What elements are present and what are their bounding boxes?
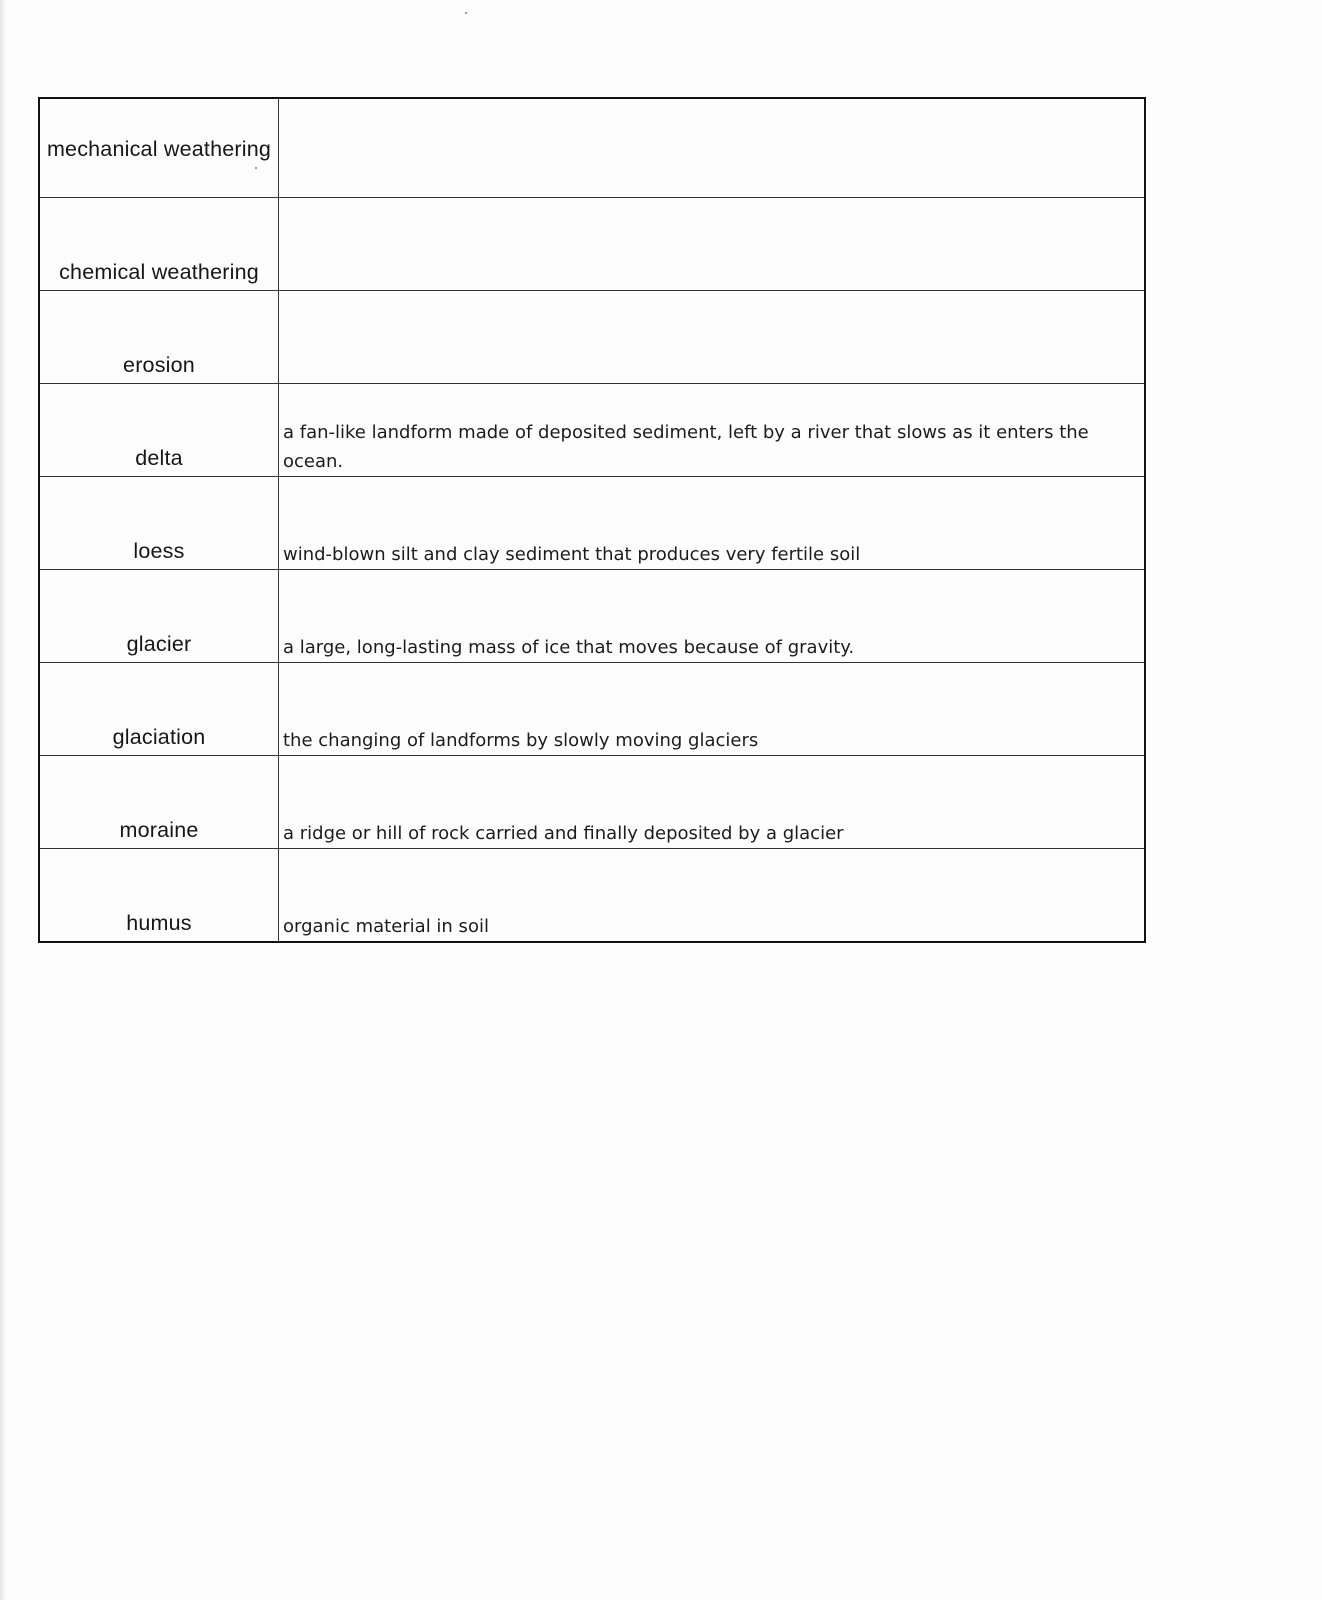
definition-cell: the changing of landforms by slowly moving glaciers bbox=[279, 663, 1146, 756]
term-cell: chemical weathering bbox=[39, 198, 279, 291]
table-row bbox=[39, 291, 1145, 384]
scan-speck bbox=[465, 12, 467, 14]
definition-cell: wind-blown silt and clay sediment that produces very fertile soil bbox=[279, 477, 1146, 570]
table-row bbox=[39, 384, 1145, 477]
definition-cell bbox=[279, 291, 1146, 384]
term-cell: glacier bbox=[39, 570, 279, 663]
definition-cell: a large, long-lasting mass of ice that moves because of gravity. bbox=[279, 570, 1146, 663]
table-row bbox=[39, 570, 1145, 663]
definition-cell bbox=[279, 198, 1146, 291]
definition-cell: organic material in soil bbox=[279, 849, 1146, 943]
scan-page-edge bbox=[0, 0, 6, 1600]
vocabulary-table bbox=[38, 97, 1146, 943]
table-row bbox=[39, 198, 1145, 291]
term-cell: humus bbox=[39, 849, 279, 943]
table-row bbox=[39, 756, 1145, 849]
definition-cell: a ridge or hill of rock carried and finally deposited by a glacier bbox=[279, 756, 1146, 849]
term-cell: erosion bbox=[39, 291, 279, 384]
definition-cell: a fan-like landform made of deposited sediment, left by a river that slows as it enters the ocean. bbox=[279, 384, 1146, 477]
table-row bbox=[39, 663, 1145, 756]
table-row bbox=[39, 98, 1145, 198]
definition-cell bbox=[279, 98, 1146, 198]
term-cell: glaciation bbox=[39, 663, 279, 756]
table-row bbox=[39, 477, 1145, 570]
table-row bbox=[39, 849, 1145, 943]
term-cell: loess bbox=[39, 477, 279, 570]
term-cell: moraine bbox=[39, 756, 279, 849]
term-cell: mechanical weathering bbox=[39, 98, 279, 198]
term-cell: delta bbox=[39, 384, 279, 477]
